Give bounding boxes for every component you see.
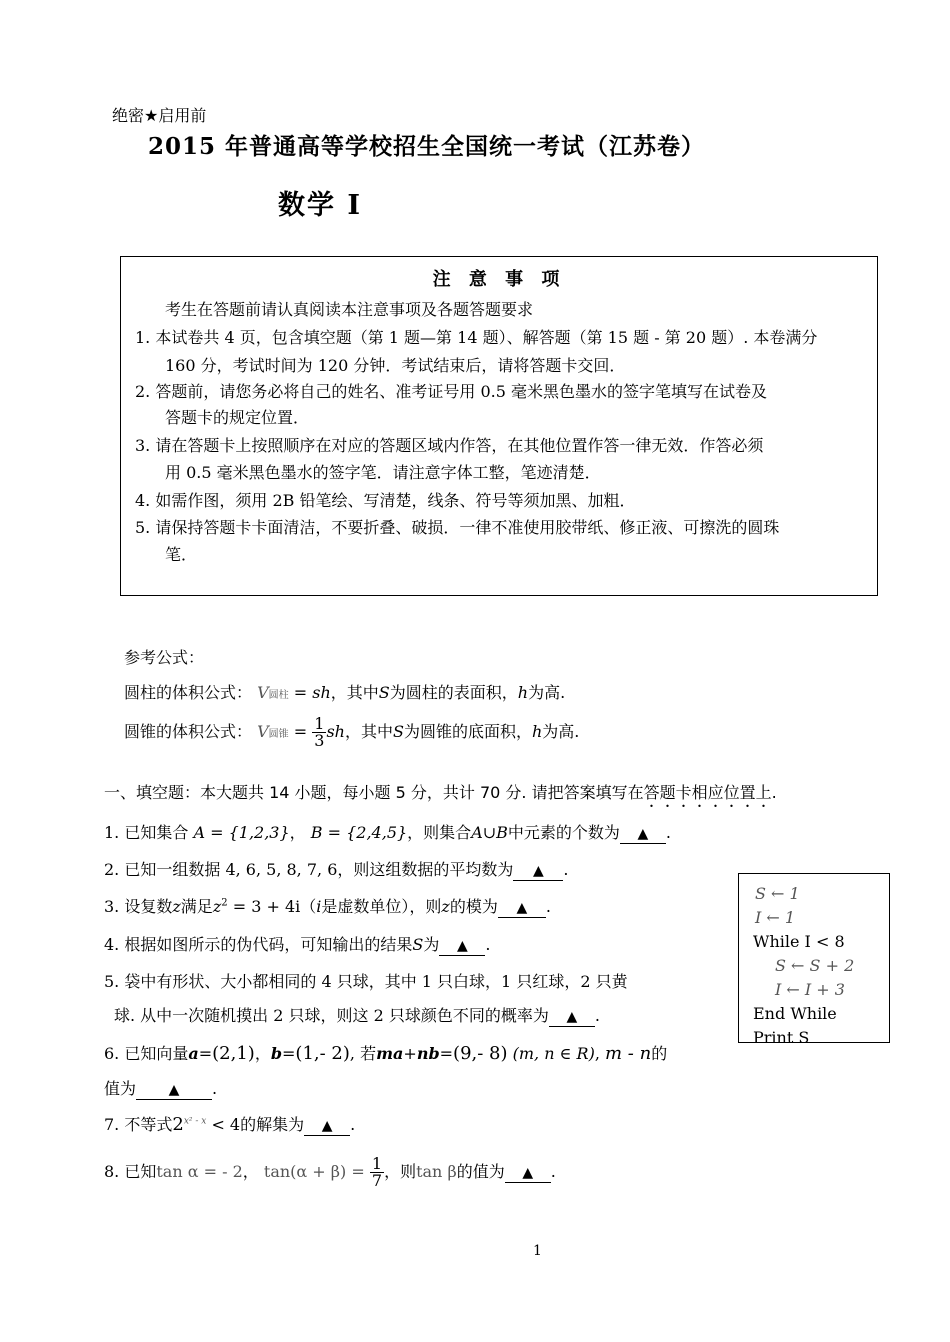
subject-title: 数学 I xyxy=(278,190,363,221)
text: . xyxy=(665,823,672,842)
exponent: 2 xyxy=(221,897,228,909)
text: ，其中 xyxy=(330,683,379,702)
numerator: 1 xyxy=(314,714,325,733)
text: . xyxy=(545,897,551,916)
text: 7. 不等式 xyxy=(104,1115,173,1134)
pseudocode-box xyxy=(738,873,890,1043)
symbol-i: i xyxy=(316,897,322,916)
notice-line: 3. 请在答题卡上按照顺序在对应的答题区域内作答，在其他位置作答一律无效．作答必须 xyxy=(135,436,764,455)
expression-m-minus-n: m - n xyxy=(605,1043,652,1064)
cylinder-formula xyxy=(124,680,565,703)
cone-subscript: 圆锥 xyxy=(268,729,289,740)
text: ， xyxy=(289,823,306,842)
text: 中元素的个数为 xyxy=(507,823,620,842)
volume-symbol: V xyxy=(257,722,269,741)
code-line: I ← I + 3 xyxy=(775,980,845,999)
text: 满足 xyxy=(180,897,213,916)
set-a: A = {1,2,3} xyxy=(193,823,290,842)
emphasized-text: 答题卡相应位置上 xyxy=(643,783,772,802)
sum-value: (9,- 8) xyxy=(453,1043,508,1064)
question-4 xyxy=(104,932,490,956)
notice-intro: 考生在答题前请认真阅读本注意事项及各题答题要求 xyxy=(165,300,534,319)
notice-line: 1. 本试卷共 4 页，包含填空题（第 1 题—第 14 题）、解答题（第 15 题 - 第 20 题）. 本卷满分 xyxy=(135,328,818,347)
cone-label: 圆锥的体积公式： xyxy=(124,722,253,741)
set-union: A∪B xyxy=(471,823,508,842)
text: . xyxy=(550,1162,556,1181)
vector-b: b xyxy=(270,1044,283,1063)
tan-alpha-plus-beta: tan(α + β) = xyxy=(263,1162,365,1181)
text: ，则集合 xyxy=(407,823,472,842)
vector-a-value: (2,1) xyxy=(212,1043,255,1064)
text: 的值为 xyxy=(456,1162,505,1181)
text: 值为 xyxy=(104,1079,137,1098)
answer-blank: ▲ xyxy=(498,899,546,918)
numerator: 1 xyxy=(371,1154,383,1173)
equals: = xyxy=(293,722,308,741)
text: . xyxy=(485,935,491,954)
text: 6. 已知向量 xyxy=(104,1044,189,1063)
question-6-line-1 xyxy=(104,1041,667,1064)
inequality-rhs: < 4 xyxy=(211,1115,241,1134)
page-number: 1 xyxy=(533,1243,542,1259)
denominator: 3 xyxy=(314,731,325,750)
question-1 xyxy=(104,820,671,844)
notice-line: 答题卡的规定位置． xyxy=(165,408,310,427)
notice-line: 笔． xyxy=(165,545,198,564)
text: . xyxy=(771,783,777,802)
text: 是虚数单位），则 xyxy=(321,897,442,916)
code-line: S ← S + 2 xyxy=(775,956,855,975)
plus: + xyxy=(403,1044,417,1063)
fraction-one-seventh xyxy=(370,1156,384,1189)
text: 8. 已知 xyxy=(104,1162,157,1181)
answer-blank: ▲ xyxy=(439,937,485,956)
notice-box xyxy=(120,256,878,596)
cylinder-subscript: 圆柱 xyxy=(268,690,289,701)
text: 2. 已知一组数据 4, 6, 5, 8, 7, 6，则这组数据的平均数为 xyxy=(104,860,514,879)
text: 的模为 xyxy=(449,897,498,916)
symbol-sh: sh xyxy=(326,722,345,741)
text: 为圆柱的表面积， xyxy=(389,683,518,702)
notice-line: 160 分，考试时间为 120 分钟．考试结束后，请将答题卡交回． xyxy=(165,356,626,375)
code-line: I ← 1 xyxy=(755,908,796,927)
condition: (m, n ∈ R) xyxy=(512,1044,595,1063)
code-line: While I < 8 xyxy=(753,932,845,951)
symbol-z: z xyxy=(172,897,181,916)
answer-blank: ▲ xyxy=(505,1164,551,1183)
text: ， xyxy=(242,1162,259,1181)
text: 为高. xyxy=(528,683,566,702)
vector-a: a xyxy=(393,1044,404,1063)
equals: = xyxy=(439,1044,454,1063)
question-5-line-1: 5. 袋中有形状、大小都相同的 4 只球，其中 1 只白球，1 只红球，2 只黄 xyxy=(104,972,628,991)
symbol-s: S xyxy=(378,683,390,702)
answer-blank: ▲ xyxy=(549,1008,595,1027)
text: . xyxy=(350,1115,356,1134)
symbol-n: n xyxy=(416,1044,429,1063)
notice-line: 2. 答题前，请您务必将自己的姓名、准考证号用 0.5 毫米黑色墨水的签字笔填写在试卷及 xyxy=(135,382,767,401)
text: ， xyxy=(254,1044,271,1063)
volume-symbol: V xyxy=(257,683,269,702)
text: 球. 从中一次随机摸出 2 只球，则这 2 只球颜色不同的概率为 xyxy=(114,1006,549,1025)
symbol-z: z xyxy=(212,897,222,916)
symbol-s: S xyxy=(412,935,424,954)
text: 的解集为 xyxy=(240,1115,305,1134)
notice-title: 注 意 事 项 xyxy=(432,269,566,290)
notice-line: 5. 请保持答题卡卡面清洁，不要折叠、破损．一律不准使用胶带纸、修正液、可擦洗的圆珠 xyxy=(135,518,780,537)
equals: = xyxy=(198,1044,213,1063)
cylinder-rhs: = sh xyxy=(293,683,331,702)
notice-line: 用 0.5 毫米黑色墨水的签字笔．请注意字体工整，笔迹清楚． xyxy=(165,463,601,482)
code-line: End While xyxy=(753,1004,837,1023)
text: 为圆锥的底面积， xyxy=(403,722,532,741)
vector-b: b xyxy=(428,1044,440,1063)
answer-blank: ▲ xyxy=(136,1081,212,1100)
cylinder-label: 圆柱的体积公式： xyxy=(124,683,253,702)
cone-formula xyxy=(124,716,579,749)
symbol-z: z xyxy=(441,897,450,916)
base: 2 xyxy=(172,1114,184,1135)
denominator: 7 xyxy=(371,1171,383,1190)
exam-title: 2015 年普通高等学校招生全国统一考试（江苏卷） xyxy=(148,133,706,160)
question-2 xyxy=(104,857,568,881)
formula-heading: 参考公式： xyxy=(124,648,205,667)
vector-a: a xyxy=(188,1044,199,1063)
symbol-m: m xyxy=(376,1044,394,1063)
text: 为高. xyxy=(542,722,580,741)
text: （ xyxy=(300,897,317,916)
text: 3. 设复数 xyxy=(104,897,173,916)
complex-value: = 3 + 4i xyxy=(232,897,301,916)
tan-beta: tan β xyxy=(416,1162,457,1181)
text: ，则 xyxy=(384,1162,417,1181)
text: , xyxy=(594,1044,600,1063)
section-heading-text: 一、填空题：本大题共 14 小题，每小题 5 分，共计 70 分. 请把答案填写在 xyxy=(104,783,644,802)
question-6-line-2 xyxy=(104,1076,217,1100)
confidential-label: 绝密★启用前 xyxy=(112,106,207,125)
text: 的 xyxy=(651,1044,668,1063)
text: 1. 已知集合 xyxy=(104,823,189,842)
text: 为 xyxy=(423,935,440,954)
text: , 若 xyxy=(349,1044,377,1063)
notice-line: 4. 如需作图，须用 2B 铅笔绘、写清楚，线条、符号等须加黑、加粗． xyxy=(135,491,636,510)
answer-blank: ▲ xyxy=(513,862,563,881)
equals: = xyxy=(282,1044,296,1063)
text: . xyxy=(563,860,569,879)
question-7 xyxy=(104,1112,355,1136)
answer-blank: ▲ xyxy=(620,825,666,844)
question-3 xyxy=(104,894,551,918)
text: ，其中 xyxy=(344,722,393,741)
tan-alpha: tan α = - 2 xyxy=(156,1162,243,1181)
symbol-h: h xyxy=(517,683,529,702)
code-line: Print S xyxy=(753,1028,810,1043)
symbol-s: S xyxy=(392,722,404,741)
set-b: B = {2,4,5} xyxy=(310,823,408,842)
text: . xyxy=(594,1006,600,1025)
vector-b-value: (1,- 2) xyxy=(295,1043,350,1064)
text: 4. 根据如图所示的伪代码，可知输出的结果 xyxy=(104,935,413,954)
answer-blank: ▲ xyxy=(304,1117,350,1136)
text: . xyxy=(212,1079,218,1098)
question-8 xyxy=(104,1156,556,1189)
fraction-one-third xyxy=(312,716,326,749)
section-heading xyxy=(104,780,777,811)
code-line: S ← 1 xyxy=(755,884,800,903)
symbol-h: h xyxy=(531,722,543,741)
exponent: x² - x xyxy=(183,1116,207,1127)
question-5-line-2 xyxy=(114,1003,600,1027)
